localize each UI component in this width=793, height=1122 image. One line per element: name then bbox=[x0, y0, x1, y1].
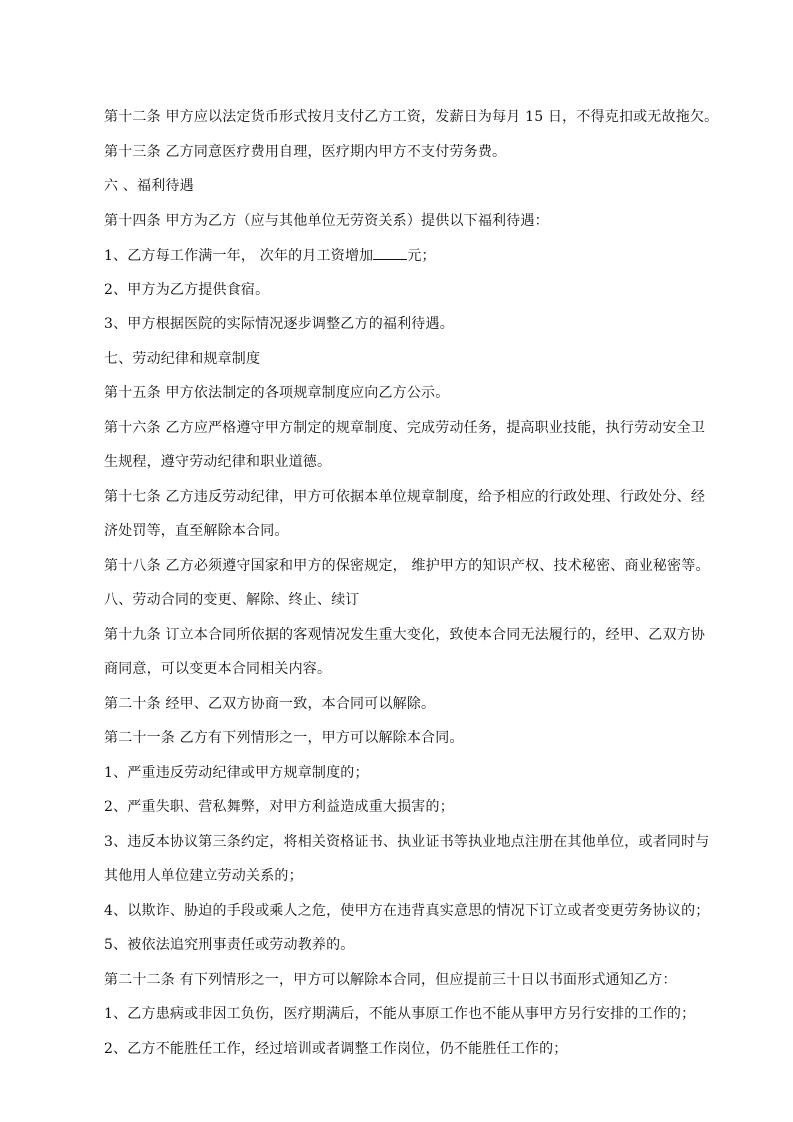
clause-21-item-3-line-2: 其他用人单位建立劳动关系的； bbox=[104, 868, 303, 884]
welfare-item-1-text: 1、乙方每工作满一年， 次年的月工资增加 bbox=[104, 248, 374, 264]
clause-17-line-2: 济处罚等，直至解除本合同。 bbox=[104, 523, 289, 539]
clause-16-line-1: 第十六条 乙方应严格遵守甲方制定的规章制度、完成劳动任务，提高职业技能，执行劳动安全卫 bbox=[104, 420, 706, 436]
clause-21-item-3-line-1: 3、违反本协议第三条约定，将相关资格证书、执业证书等执业地点注册在其他单位，或者同时与 bbox=[104, 834, 710, 850]
welfare-item-2: 2、甲方为乙方提供食宿。 bbox=[104, 282, 270, 298]
clause-14: 第十四条 甲方为乙方（应与其他单位无劳资关系）提供以下福利待遇： bbox=[104, 213, 549, 229]
blank-amount-line bbox=[373, 245, 407, 260]
clause-12: 第十二条 甲方应以法定货币形式按月支付乙方工资，发薪日为每月 15 日，不得克扣或无故拖欠。 bbox=[104, 109, 719, 125]
clause-18: 第十八条 乙方必须遵守国家和甲方的保密规定， 维护甲方的知识产权、技术秘密、商业秘密等。 bbox=[104, 558, 710, 574]
clause-21-item-5: 5、被依法追究刑事责任或劳动教养的。 bbox=[104, 937, 355, 953]
clause-21-item-4: 4、以欺诈、胁迫的手段或乘人之危，使甲方在违背真实意思的情况下订立或者变更劳务协议的； bbox=[104, 903, 710, 919]
section-heading-contract-changes: 八、劳动合同的变更、解除、终止、续订 bbox=[104, 592, 360, 608]
clause-13: 第十三条 乙方同意医疗费用自理，医疗期内甲方不支付劳务费。 bbox=[104, 144, 507, 160]
welfare-item-1 bbox=[104, 245, 704, 266]
clause-15: 第十五条 甲方依法制定的各项规章制度应向乙方公示。 bbox=[104, 385, 450, 401]
clause-19-line-1: 第十九条 订立本合同所依据的客观情况发生重大变化，致使本合同无法履行的，经甲、乙双方协 bbox=[104, 627, 706, 643]
welfare-item-3: 3、甲方根据医院的实际情况逐步调整乙方的福利待遇。 bbox=[104, 316, 454, 332]
clause-22-item-1: 1、乙方患病或非因工负伤，医疗期满后，不能从事原工作也不能从事甲方另行安排的工作的； bbox=[104, 1006, 696, 1022]
clause-21: 第二十一条 乙方有下列情形之一，甲方可以解除本合同。 bbox=[104, 730, 464, 746]
clause-22-item-2: 2、乙方不能胜任工作，经过培训或者调整工作岗位，仍不能胜任工作的； bbox=[104, 1041, 568, 1057]
clause-21-item-2: 2、严重失职、营私舞弊，对甲方利益造成重大损害的； bbox=[104, 799, 454, 815]
clause-19-line-2: 商同意，可以变更本合同相关内容。 bbox=[104, 661, 332, 677]
clause-21-item-1: 1、严重违反劳动纪律或甲方规章制度的； bbox=[104, 765, 369, 781]
section-heading-welfare: 六 、福利待遇 bbox=[104, 178, 194, 194]
clause-17-line-1: 第十七条 乙方违反劳动纪律，甲方可依据本单位规章制度，给予相应的行政处理、行政处分、经 bbox=[104, 489, 706, 505]
clause-20: 第二十条 经甲、乙双方协商一致，本合同可以解除。 bbox=[104, 696, 436, 712]
welfare-item-1-suffix: 元； bbox=[407, 248, 436, 264]
clause-16-line-2: 生规程，遵守劳动纪律和职业道德。 bbox=[104, 454, 332, 470]
clause-22: 第二十二条 有下列情形之一，甲方可以解除本合同，但应提前三十日以书面形式通知乙方： bbox=[104, 972, 677, 988]
section-heading-discipline: 七、劳动纪律和规章制度 bbox=[104, 351, 261, 367]
